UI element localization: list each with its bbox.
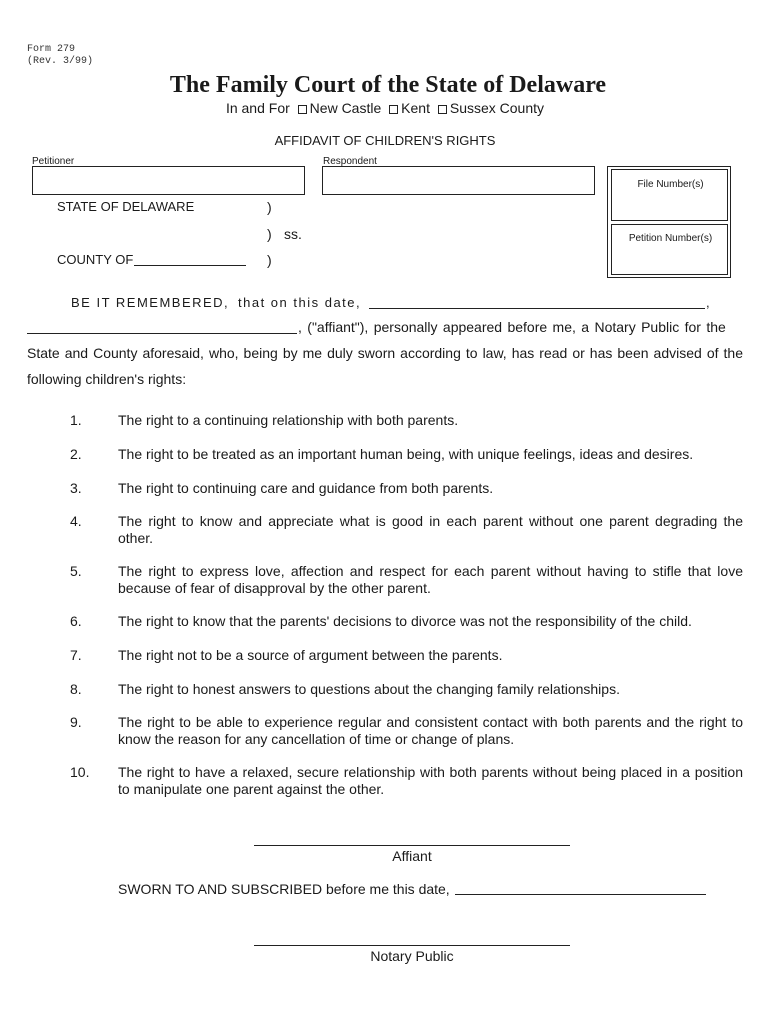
petitioner-label: Petitioner — [32, 156, 75, 167]
petitioner-field[interactable] — [32, 166, 305, 195]
venue-state: STATE OF DELAWARE — [57, 199, 195, 214]
respondent-field[interactable] — [322, 166, 595, 195]
sworn-date-field[interactable] — [455, 894, 706, 895]
venue-paren-3: ) — [267, 252, 272, 268]
checkbox-sussex[interactable] — [438, 105, 447, 114]
county-kent-label: Kent — [401, 100, 430, 116]
affiant-name-field[interactable] — [27, 333, 297, 334]
checkbox-new-castle[interactable] — [298, 105, 307, 114]
right-text: The right to a continuing relationship with both parents. — [118, 412, 459, 428]
form-number: Form 279 — [27, 44, 76, 55]
right-text: The right to be able to experience regular and consistent contact with both parents and the right to know the reason for any cancellation of time or change of plans. — [118, 714, 743, 747]
checkbox-kent[interactable] — [389, 105, 398, 114]
right-text: The right to have a relaxed, secure relationship with both parents without being placed in a position to manipulate one parent against the other. — [118, 764, 743, 797]
form-revision: (Rev. 3/99) — [27, 56, 94, 67]
venue-paren-2: ) — [267, 226, 272, 242]
county-sussex-label: Sussex County — [449, 100, 545, 116]
venue-county-label: COUNTY OF — [57, 252, 134, 267]
file-number-label: File Number(s) — [637, 179, 704, 190]
respondent-label: Respondent — [323, 156, 377, 167]
petition-number-field[interactable] — [611, 224, 728, 275]
notary-label: Notary Public — [370, 948, 454, 964]
affiant-label: Affiant — [392, 848, 432, 864]
right-number: 2. — [70, 446, 82, 462]
right-number: 8. — [70, 681, 82, 697]
date-comma: , — [706, 295, 710, 310]
affidavit-title: AFFIDAVIT OF CHILDREN'S RIGHTS — [274, 133, 496, 148]
right-number: 3. — [70, 480, 82, 496]
right-text: The right to know and appreciate what is good in each parent without one parent degrading the other. — [118, 513, 743, 546]
county-prefix: In and For — [225, 100, 290, 116]
on-date-text: that on this date, — [238, 295, 362, 310]
affiant-clause: , ("affiant"), personally appeared before me, a Notary Public for the — [298, 319, 726, 335]
right-number: 1. — [70, 412, 82, 428]
county-name-field[interactable] — [134, 265, 246, 266]
remembered-text: BE IT REMEMBERED, — [71, 295, 230, 310]
right-text: The right to be treated as an important human being, with unique feelings, ideas and desires. — [118, 446, 694, 462]
right-text: The right to honest answers to questions about the changing family relationships. — [118, 681, 620, 697]
county-selection — [0, 100, 770, 116]
venue-ss: ss. — [284, 226, 302, 242]
right-text: The right to continuing care and guidance from both parents. — [118, 480, 494, 496]
county-new-castle-label: New Castle — [309, 100, 382, 116]
right-number: 6. — [70, 613, 82, 629]
sworn-text: SWORN TO AND SUBSCRIBED before me this date, — [118, 881, 450, 897]
affidavit-paragraph: State and County aforesaid, who, being by me duly sworn according to law, has read or has been advised of the following children's rights: — [27, 345, 743, 387]
notary-signature-line[interactable] — [254, 945, 570, 946]
right-text: The right to know that the parents' decisions to divorce was not the responsibility of the child. — [118, 613, 692, 629]
right-number: 10. — [70, 764, 90, 780]
file-number-field[interactable] — [611, 169, 728, 221]
right-text: The right not to be a source of argument between the parents. — [118, 647, 503, 663]
affiant-signature-line[interactable] — [254, 845, 570, 846]
appearance-date-field[interactable] — [369, 308, 705, 309]
right-number: 4. — [70, 513, 82, 529]
right-number: 7. — [70, 647, 82, 663]
right-number: 5. — [70, 563, 82, 579]
right-text: The right to express love, affection and respect for each parent without having to stifle that love because of fear of disapproval by the other parent. — [118, 563, 743, 596]
right-number: 9. — [70, 714, 82, 730]
petition-number-label: Petition Number(s) — [628, 233, 713, 244]
venue-paren-1: ) — [267, 199, 272, 215]
page-title: The Family Court of the State of Delaware — [169, 72, 607, 98]
